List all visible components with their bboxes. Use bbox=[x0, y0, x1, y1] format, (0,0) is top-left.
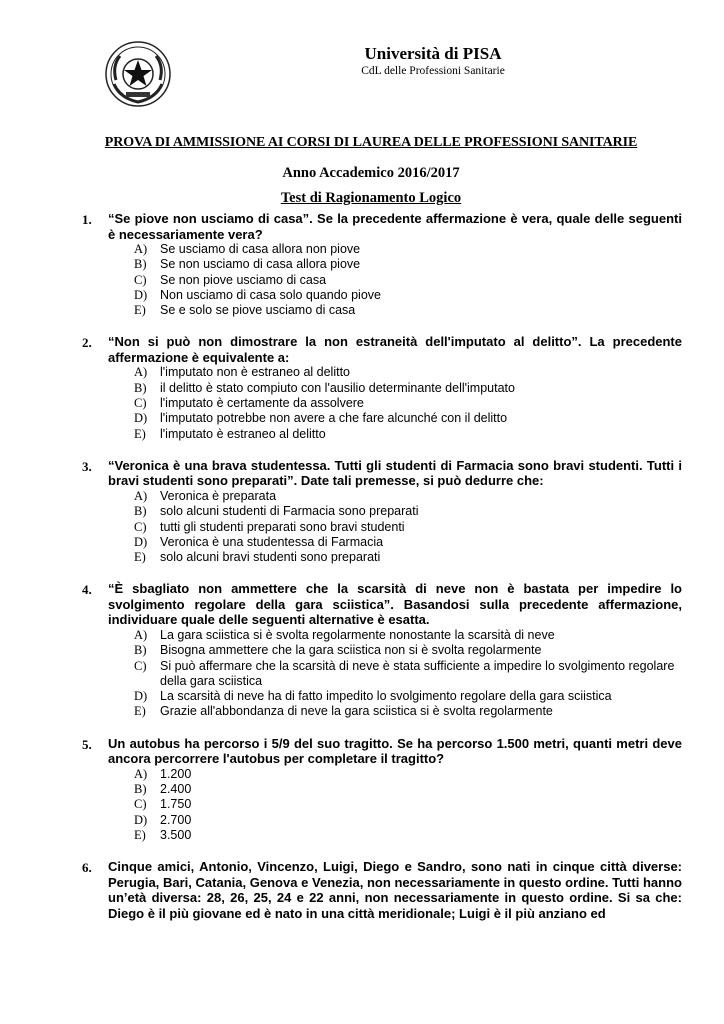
option-letter: E) bbox=[134, 426, 146, 441]
university-subtitle: CdL delle Professioni Sanitarie bbox=[361, 65, 505, 77]
option-e bbox=[134, 827, 682, 843]
option-letter: C) bbox=[134, 396, 147, 411]
option-letter: C) bbox=[134, 797, 147, 812]
question-text: “Veronica è una brava studentessa. Tutti gli studenti di Farmacia sono bravi studenti. Tutti i bravi studenti sono preparati”. Date tali premesse, si può dedurre che: bbox=[108, 457, 682, 489]
option-d bbox=[134, 411, 682, 426]
option-letter: A) bbox=[134, 627, 148, 642]
option-text: La scarsità di neve ha di fatto impedito lo svolgimento regolare della gara sciistica bbox=[160, 689, 612, 704]
question-number: 6. bbox=[82, 860, 92, 876]
option-text: l'imputato non è estraneo al delitto bbox=[160, 365, 351, 380]
option-c bbox=[134, 272, 682, 288]
question-text: Un autobus ha percorso i 5/9 del suo tragitto. Se ha percorso 1.500 metri, quanti metri deve ancora percorrere l'autobus per completare il tragitto? bbox=[108, 735, 682, 767]
option-c bbox=[134, 519, 682, 535]
question-1 bbox=[82, 211, 682, 318]
option-letter: C) bbox=[134, 519, 147, 534]
question-number: 4. bbox=[82, 582, 92, 598]
question-text: Cinque amici, Antonio, Vincenzo, Luigi, Diego e Sandro, sono nati in cinque città diverse: Perugia, Bari, Catania, Genova e Venezia, non necessariamente in questo ordine. Tutti hanno un’età diversa: 28, 26, 25, 24 e 22 anni, non necessariamente in questo ordine. Si sa che: Diego è il più giovane ed è nato in una città meridionale; Luigi è il più anziano ed bbox=[108, 859, 682, 921]
option-text: l'imputato è certamente da assolvere bbox=[160, 396, 364, 411]
option-letter: C) bbox=[134, 272, 147, 287]
option-text: 2.400 bbox=[160, 782, 192, 797]
option-letter: D) bbox=[134, 287, 148, 302]
option-letter: D) bbox=[134, 812, 148, 827]
option-text: tutti gli studenti preparati sono bravi studenti bbox=[160, 519, 405, 534]
option-d bbox=[134, 534, 682, 550]
option-letter: E) bbox=[134, 827, 146, 842]
option-e bbox=[134, 550, 682, 565]
question-5 bbox=[82, 736, 682, 843]
academic-year: Anno Accademico 2016/2017 bbox=[282, 165, 460, 181]
question-3 bbox=[82, 458, 682, 565]
option-text: Se non usciamo di casa allora piove bbox=[160, 257, 361, 272]
option-d bbox=[134, 287, 682, 303]
option-b bbox=[134, 782, 682, 797]
question-number: 5. bbox=[82, 736, 92, 752]
option-text: Se usciamo di casa allora non piove bbox=[160, 242, 361, 256]
option-letter: A) bbox=[134, 242, 148, 256]
option-b bbox=[134, 643, 682, 658]
options-list bbox=[82, 242, 682, 318]
option-b bbox=[134, 380, 682, 396]
option-text: Se e solo se piove usciamo di casa bbox=[160, 303, 356, 318]
option-a bbox=[134, 242, 682, 257]
option-letter: B) bbox=[134, 504, 147, 519]
option-a bbox=[134, 627, 682, 643]
option-b bbox=[134, 504, 682, 519]
option-text: Se non piove usciamo di casa bbox=[160, 272, 327, 287]
option-text: Si può affermare che la scarsità di neve è stata sufficiente a impedire lo svolgimento regolare della gara sciistica bbox=[160, 658, 675, 688]
options-list bbox=[82, 767, 682, 843]
option-a bbox=[134, 488, 682, 504]
option-text: La gara sciistica si è svolta regolarmente nonostante la scarsità di neve bbox=[160, 627, 555, 642]
option-b bbox=[134, 257, 682, 272]
option-text: solo alcuni studenti di Farmacia sono preparati bbox=[160, 504, 419, 519]
option-letter: B) bbox=[134, 782, 147, 797]
option-a bbox=[134, 365, 682, 380]
option-text: solo alcuni bravi studenti sono preparati bbox=[160, 550, 381, 565]
option-letter: D) bbox=[134, 689, 148, 704]
option-text: 2.700 bbox=[160, 812, 192, 827]
option-c bbox=[134, 396, 682, 411]
option-c bbox=[134, 658, 682, 690]
option-text: l'imputato potrebbe non avere a che fare alcunché con il delitto bbox=[160, 411, 508, 426]
option-letter: A) bbox=[134, 488, 148, 503]
options-list bbox=[82, 489, 682, 565]
option-text: 3.500 bbox=[160, 827, 192, 842]
question-2 bbox=[82, 334, 682, 441]
option-letter: A) bbox=[134, 365, 148, 380]
university-name: Università di PISA bbox=[364, 44, 502, 63]
option-letter: E) bbox=[134, 550, 146, 565]
option-e bbox=[134, 704, 682, 719]
option-d bbox=[134, 689, 682, 704]
option-text: 1.200 bbox=[160, 766, 192, 781]
option-d bbox=[134, 812, 682, 828]
questions-list bbox=[82, 211, 682, 937]
question-text: “Se piove non usciamo di casa”. Se la precedente affermazione è vera, quale delle seguenti è necessariamente vera? bbox=[108, 211, 682, 242]
option-e bbox=[134, 303, 682, 318]
question-text: “Non si può non dimostrare la non estraneità dell'imputato al delitto”. La precedente affermazione è equivalente a: bbox=[108, 334, 682, 365]
option-text: Veronica è preparata bbox=[160, 488, 277, 503]
italian-republic-emblem-icon bbox=[104, 40, 172, 108]
university-header bbox=[318, 44, 548, 79]
test-title: Test di Ragionamento Logico bbox=[280, 190, 462, 206]
option-a bbox=[134, 766, 682, 782]
option-letter: D) bbox=[134, 411, 148, 426]
options-list bbox=[82, 628, 682, 720]
document-title: PROVA DI AMMISSIONE AI CORSI DI LAUREA DELLE PROFESSIONI SANITARIE bbox=[104, 135, 638, 150]
option-text: l'imputato è estraneo al delitto bbox=[160, 426, 326, 441]
question-number: 2. bbox=[82, 335, 92, 351]
option-text: Grazie all'abbondanza di neve la gara sciistica si è svolta regolarmente bbox=[160, 704, 553, 719]
option-letter: B) bbox=[134, 380, 147, 395]
option-letter: A) bbox=[134, 766, 148, 781]
question-text: “È sbagliato non ammettere che la scarsità di neve non è bastata per impedire lo svolgimento regolare della gara sciistica”. Basandosi sulla precedente affermazione, individuare quale delle seguenti alternative è esatta. bbox=[108, 581, 682, 628]
option-letter: B) bbox=[134, 643, 147, 658]
option-letter: B) bbox=[134, 257, 147, 272]
question-6 bbox=[82, 859, 682, 921]
option-c bbox=[134, 797, 682, 812]
option-text: Non usciamo di casa solo quando piove bbox=[160, 287, 381, 302]
option-text: Veronica è una studentessa di Farmacia bbox=[160, 534, 384, 549]
option-letter: E) bbox=[134, 303, 146, 318]
option-letter: E) bbox=[134, 704, 146, 719]
option-e bbox=[134, 426, 682, 442]
question-number: 3. bbox=[82, 458, 92, 474]
option-letter: D) bbox=[134, 534, 148, 549]
options-list bbox=[82, 365, 682, 441]
question-number: 1. bbox=[82, 212, 92, 227]
option-text: il delitto è stato compiuto con l'ausilio determinante dell'imputato bbox=[160, 380, 515, 395]
option-letter: C) bbox=[134, 658, 147, 673]
question-4 bbox=[82, 581, 682, 719]
option-text: Bisogna ammettere che la gara sciistica non si è svolta regolarmente bbox=[160, 643, 542, 658]
option-text: 1.750 bbox=[160, 797, 192, 812]
